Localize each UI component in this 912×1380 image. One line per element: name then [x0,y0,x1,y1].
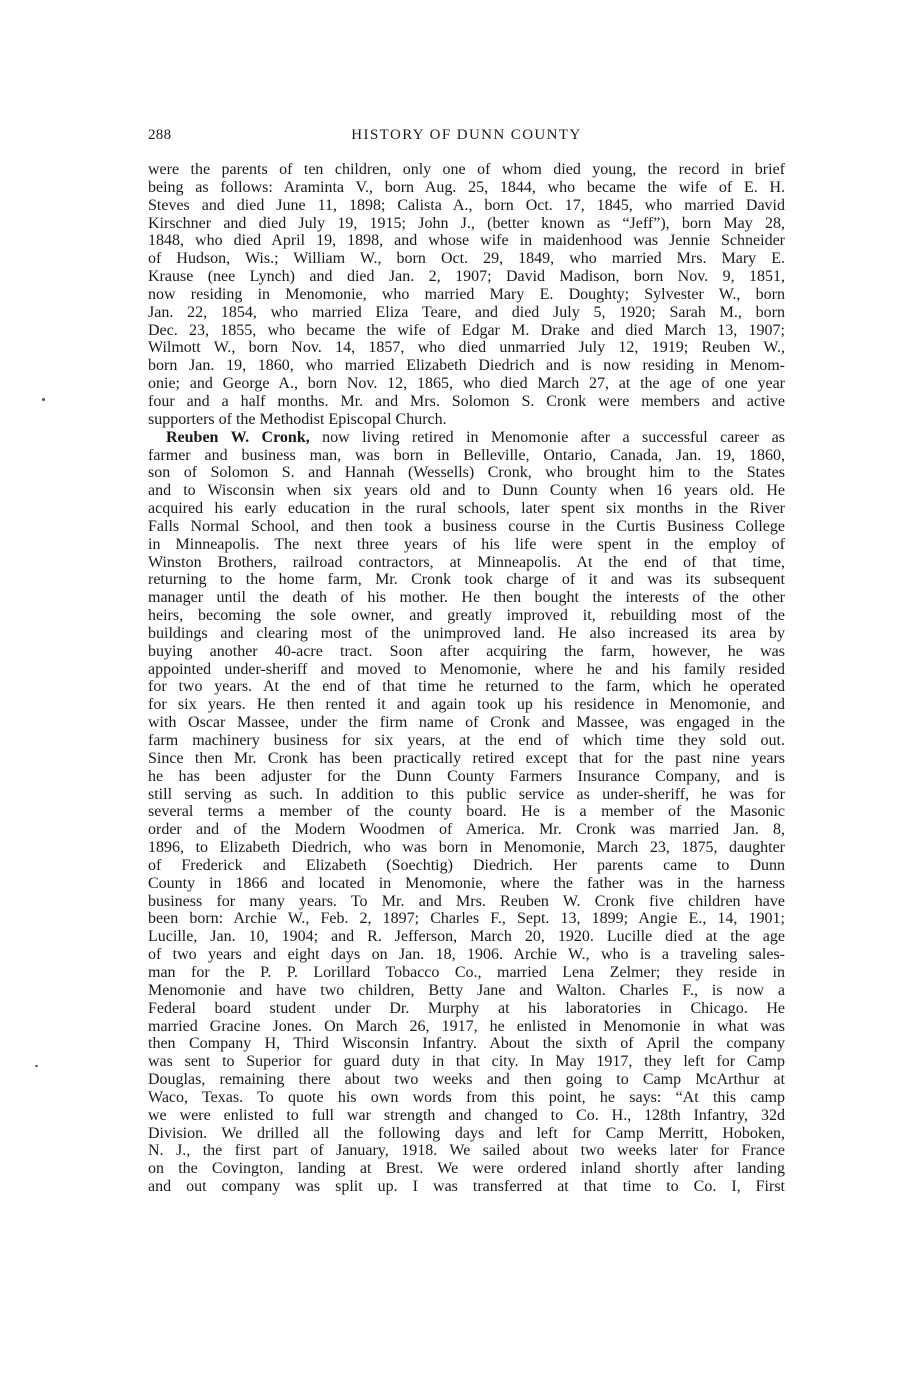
text-line: Wilmott W., born Nov. 14, 1857, who died unmarried July 12, 1919; Reuben W., [148,339,785,357]
text-line: of Frederick and Elizabeth (Soechtig) Diedrich. Her parents came to Dunn [148,856,785,874]
text-line: man for the P. P. Lorillard Tobacco Co., married Lena Zelmer; they reside in [148,963,785,981]
page-header [148,127,785,149]
text-line: Waco, Texas. To quote his own words from this point, he says: “At this camp [148,1088,785,1106]
paragraph-reuben-cronk [148,429,785,1196]
text-line: returning to the home farm, Mr. Cronk took charge of it and was its subsequent [148,571,785,589]
text-line: buildings and clearing most of the unimproved land. He also increased its area by [148,624,785,642]
text-line: Krause (nee Lynch) and died Jan. 2, 1907; David Madison, born Nov. 9, 1851, [148,268,785,286]
text-line: still serving as such. In addition to this public service as under-sheriff, he was for [148,785,785,803]
lead-name: Reuben W. Cronk, [166,428,310,446]
text-line: for two years. At the end of that time he returned to the farm, which he operated [148,678,785,696]
text-line: Kirschner and died July 19, 1915; John J., (better known as “Jeff”), born May 28, [148,214,785,232]
text-line: Division. We drilled all the following days and left for Camp Merritt, Hoboken, [148,1124,785,1142]
text-line: appointed under-sheriff and moved to Menomonie, where he and his family resided [148,660,785,678]
text-line: he has been adjuster for the Dunn County Farmers Insurance Company, and is [148,767,785,785]
running-head: HISTORY OF DUNN COUNTY [351,127,582,143]
text-line: Winston Brothers, railroad contractors, at Minneapolis. At the end of that time, [148,553,785,571]
text-line: of two years and eight days on Jan. 18, 1906. Archie W., who is a traveling sales- [148,946,785,964]
text-line: buying another 40-acre tract. Soon after acquiring the farm, however, he was [148,642,785,660]
text-line: Lucille, Jan. 10, 1904; and R. Jefferson, March 20, 1920. Lucille died at the age [148,928,785,946]
text-line: 1848, who died April 19, 1898, and whose wife in maidenhood was Jennie Schneider [148,232,785,250]
text-line: Federal board student under Dr. Murphy at his laboratories in Chicago. He [148,999,785,1017]
text-line: farmer and business man, was born in Belleville, Ontario, Canada, Jan. 19, 1860, [148,446,785,464]
text-line: onie; and George A., born Nov. 12, 1865, who died March 27, at the age of one year [148,375,785,393]
text-line: heirs, becoming the sole owner, and greatly improved it, rebuilding most of the [148,607,785,625]
text-line: Steves and died June 11, 1898; Calista A., born Oct. 17, 1845, who married David [148,196,785,214]
text-line: of Hudson, Wis.; William W., born Oct. 29, 1849, who married Mrs. Mary E. [148,250,785,268]
text-line: then Company H, Third Wisconsin Infantry. About the sixth of April the company [148,1035,785,1053]
text-line: with Oscar Massee, under the firm name of Cronk and Massee, was engaged in the [148,714,785,732]
text-line: acquired his early education in the rural schools, later spent six months in the River [148,500,785,518]
text-line: Dec. 23, 1855, who became the wife of Edgar M. Drake and died March 13, 1907; [148,321,785,339]
text-line: in Minneapolis. The next three years of his life were spent in the employ of [148,535,785,553]
text-line: manager until the death of his mother. He then bought the interests of the other [148,589,785,607]
text-line: being as follows: Araminta V., born Aug. 25, 1844, who became the wife of E. H. [148,178,785,196]
text-line: farm machinery business for six years, at the end of which time they sold out. [148,732,785,749]
paragraph-family-record [148,161,785,429]
text-line: Douglas, remaining there about two weeks and then going to Camp McArthur at [148,1071,785,1089]
text-line: order and of the Modern Woodmen of America. Mr. Cronk was married Jan. 8, [148,821,785,839]
text-line: Jan. 22, 1854, who married Eliza Teare, and died July 5, 1920; Sarah M., born [148,303,785,321]
text-line: for six years. He then rented it and again took up his residence in Menomonie, and [148,696,785,714]
text-line: Since then Mr. Cronk has been practically retired except that for the past nine years [148,749,785,767]
text-line: we were enlisted to full war strength and changed to Co. H., 128th Infantry, 32d [148,1106,785,1124]
text-line: married Gracine Jones. On March 26, 1917, he enlisted in Menomonie in what was [148,1017,785,1035]
text-line: now residing in Menomonie, who married Mary E. Doughty; Sylvester W., born [148,285,785,303]
text-line: on the Covington, landing at Brest. We were ordered inland shortly after landing [148,1160,785,1178]
text-line: born Jan. 19, 1860, who married Elizabeth Diedrich and is now residing in Menom- [148,357,785,375]
text-line: supporters of the Methodist Episcopal Church. [148,410,447,428]
text-line: was sent to Superior for guard duty in that city. In May 1917, they left for Camp [148,1053,785,1071]
text-line: son of Solomon S. and Hannah (Wessells) Cronk, who brought him to the States [148,464,785,482]
text-line: N. J., the first part of January, 1918. We sailed about two weeks later for France [148,1142,785,1160]
text-line: several terms a member of the county board. He is a member of the Masonic [148,803,785,821]
text-line: Falls Normal School, and then took a business course in the Curtis Business College [148,517,785,535]
text-line: and to Wisconsin when six years old and to Dunn County when 16 years old. He [148,482,785,500]
text-line: business for many years. To Mr. and Mrs. Reuben W. Cronk five children have [148,892,785,910]
text-line: County in 1866 and located in Menomonie, where the father was in the harness [148,874,785,892]
body-text [148,161,785,1196]
text-line: were the parents of ten children, only one of whom died young, the record in brief [148,161,785,178]
lead-line-text: now living retired in Menomonie after a successful career as [309,428,786,446]
text-line [148,429,785,447]
text-line: four and a half months. Mr. and Mrs. Solomon S. Cronk were members and active [148,392,785,410]
text-line: been born: Archie W., Feb. 2, 1897; Charles F., Sept. 13, 1899; Angie E., 14, 1901; [148,910,785,928]
text-line: and out company was split up. I was transferred at that time to Co. I, First [148,1178,785,1196]
text-line: 1896, to Elizabeth Diedrich, who was born in Menomonie, March 23, 1875, daughter [148,839,785,857]
page-number: 288 [148,127,172,143]
text-line: Menomonie and have two children, Betty Jane and Walton. Charles F., is now a [148,981,785,999]
